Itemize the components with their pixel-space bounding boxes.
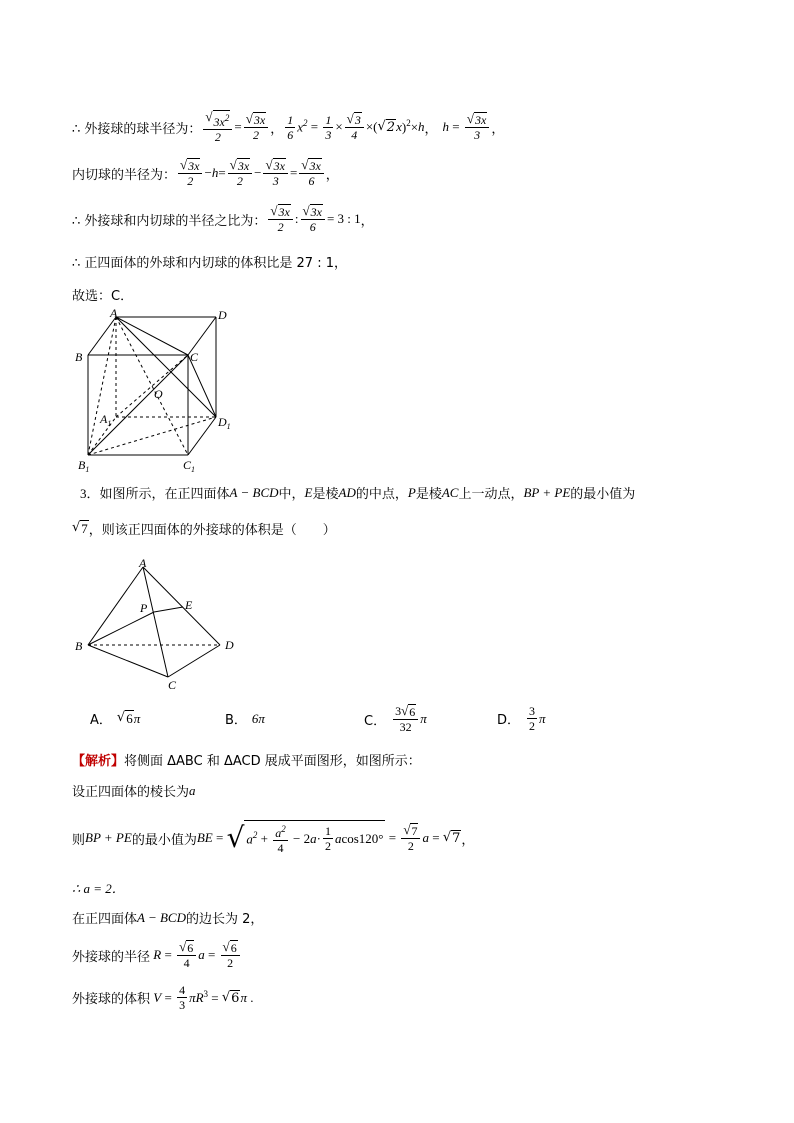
solution-s2: 设正四面体的棱长为	[72, 785, 190, 800]
frac-a: √ 3x 2	[178, 158, 202, 188]
sqrt-7: √ 7	[72, 520, 88, 536]
q-text-f: 上一动点，	[458, 487, 524, 502]
tetra-label-a: A	[139, 556, 147, 570]
frac-e: √ 3x 2	[268, 204, 292, 234]
cube-label-c1: $C_1$	[183, 458, 196, 474]
option-c-value: 3 √ 6 32	[393, 704, 418, 734]
solution-line1	[72, 750, 421, 769]
question-3-line2	[72, 519, 336, 538]
solution-s3-prefix: 则	[72, 832, 86, 848]
q-text-g: 的最小值为	[570, 487, 636, 502]
tetra-label-d: D	[225, 638, 234, 652]
option-d-value: $\frac{3}{2}$	[529, 704, 536, 733]
frac-f: √ 3x 6	[301, 204, 325, 234]
frac-sqrt3x-3: √ 3x 3	[465, 112, 489, 142]
solution-line4: ∴ a = 2．	[72, 881, 125, 896]
solution-s3-mid: 的最小值为	[131, 832, 197, 848]
option-b[interactable]	[225, 709, 265, 728]
inner-radius-label: 内切球的半径为：	[72, 167, 177, 183]
solution-tag: 【解析】	[72, 754, 125, 769]
ratio-line: ∴ 外接球和内切球的半径之比为： √ 3x 2 : √ 3x 6 = 3 : 1 ，	[72, 203, 374, 234]
q-ad: AD	[338, 484, 356, 500]
inner-radius-line: 内切球的半径为： √ 3x 2 − h = √ 3x 2 − √ 3x 3 = √ 3x 6 ，	[72, 157, 339, 188]
solution-s5-c: 的边长为 2，	[186, 912, 264, 927]
solution-line5	[72, 908, 263, 927]
tetra-label-b: B	[75, 639, 83, 653]
frac-sqrt3-4: √ 3 4	[345, 112, 364, 142]
tetra-label-e: E	[185, 598, 193, 612]
q-text-d: 的中点，	[355, 487, 408, 502]
q-tetra: A − BCD	[229, 484, 279, 500]
cube-label-b: B	[75, 350, 83, 364]
solution-line7: 外接球的体积 V = $\frac{4}{3}$ πR $^3$ = √ 6 π .	[72, 983, 254, 1012]
q-text-c: 是棱	[312, 487, 339, 502]
frac-b: √ 3x 2	[228, 158, 252, 188]
q-bppe: BP + PE	[523, 484, 571, 500]
solution-s6-prefix: 外接球的半径	[72, 949, 151, 965]
cube-label-b1: $B_1$	[78, 458, 90, 474]
solution-s1: 将侧面 ΔABC 和 ΔACD 展成平面图形，如图所示：	[124, 754, 421, 769]
q-text-h: ，则该正四面体的外接球的体积是（ ）	[88, 523, 336, 538]
outer-radius-line: ∴ 外接球的球半径为： √ $3x^2$ 2 = √ 3x 2 ， $\frac{1}{6}$ $x^2$ = $\frac{1}{3}$ × √ 3 4 ×( √ 2 x )$^2$× h ， h = √ 3x 3 ，	[72, 109, 505, 144]
option-d-label: D．	[497, 713, 521, 728]
solution-s7-prefix: 外接球的体积	[72, 992, 151, 1007]
q-e: E	[304, 484, 313, 500]
cube-label-o: O	[154, 387, 163, 401]
tetra-label-c: C	[168, 678, 177, 692]
outer-radius-label: ∴ 外接球的球半径为：	[72, 121, 202, 137]
q-text-a: 如图所示，在正四面体	[99, 487, 230, 502]
option-c-label: C．	[364, 713, 387, 729]
solution-line3: 则 BP + PE 的最小值为 BE = √ $a^2$ + $\frac{a^2}{4}$ − 2 a · $\frac{1}{2}$ a cos120° = √ 7 2 a = √ 7 ，	[72, 821, 475, 855]
option-b-label: B．	[225, 713, 247, 728]
q-ac: AC	[441, 484, 459, 500]
solution-s5-b: A − BCD	[137, 909, 186, 925]
tetrahedron-figure	[70, 555, 250, 695]
frac-1-6: $\frac{1}{6}$	[287, 112, 294, 142]
solution-line2	[72, 781, 196, 800]
answer-line: 故选：C．	[72, 289, 134, 304]
option-a-label: A．	[90, 713, 112, 728]
frac-sqrt3x2-over-2: √ $3x^2$ 2	[203, 110, 232, 144]
option-d[interactable]: D． $\frac{3}{2}$ π	[497, 704, 546, 733]
ratio-label: ∴ 外接球和内切球的半径之比为：	[72, 213, 267, 229]
be-sqrt: √ $a^2$ + $\frac{a^2}{4}$ − 2 a · $\frac{1}{2}$ a cos120°	[226, 821, 384, 855]
option-b-value: 6π	[251, 710, 265, 726]
option-c[interactable]: C． 3 √ 6 32 π	[364, 703, 427, 734]
cube-label-c: C	[190, 350, 199, 364]
frac-sqrt3x-over-2: √ 3x 2	[244, 112, 268, 142]
q-text-e: 是棱	[415, 487, 442, 502]
cube-label-a: A	[110, 306, 118, 320]
frac-1-3: $\frac{1}{3}$	[325, 112, 332, 142]
solution-s3-bp: BP + PE	[85, 830, 132, 845]
frac-d: √ 3x 6	[299, 158, 323, 188]
solution-s2-var: a	[189, 782, 196, 798]
q-p: P	[407, 484, 416, 500]
cube-label-d: D	[218, 308, 227, 322]
q-text-b: 中，	[278, 487, 305, 502]
question-number: 3．	[80, 486, 100, 501]
option-a-value: √ 6	[116, 710, 133, 726]
frac-c: √ 3x 3	[263, 158, 287, 188]
question-3-line1	[80, 483, 635, 502]
volume-ratio-line: ∴ 正四面体的外球和内切球的体积比是 27 : 1，	[72, 256, 347, 271]
tetra-label-p: P	[140, 601, 148, 615]
cube-label-d1: $D_1$	[218, 415, 231, 431]
cube-figure	[70, 305, 250, 480]
solution-s5-a: 在正四面体	[72, 912, 138, 927]
option-a[interactable]: A． √ 6 π	[90, 710, 141, 728]
solution-line6: 外接球的半径 R = √ 6 4 a = √ 6 2	[72, 940, 242, 970]
cube-label-a1: $A_1$	[100, 412, 112, 428]
